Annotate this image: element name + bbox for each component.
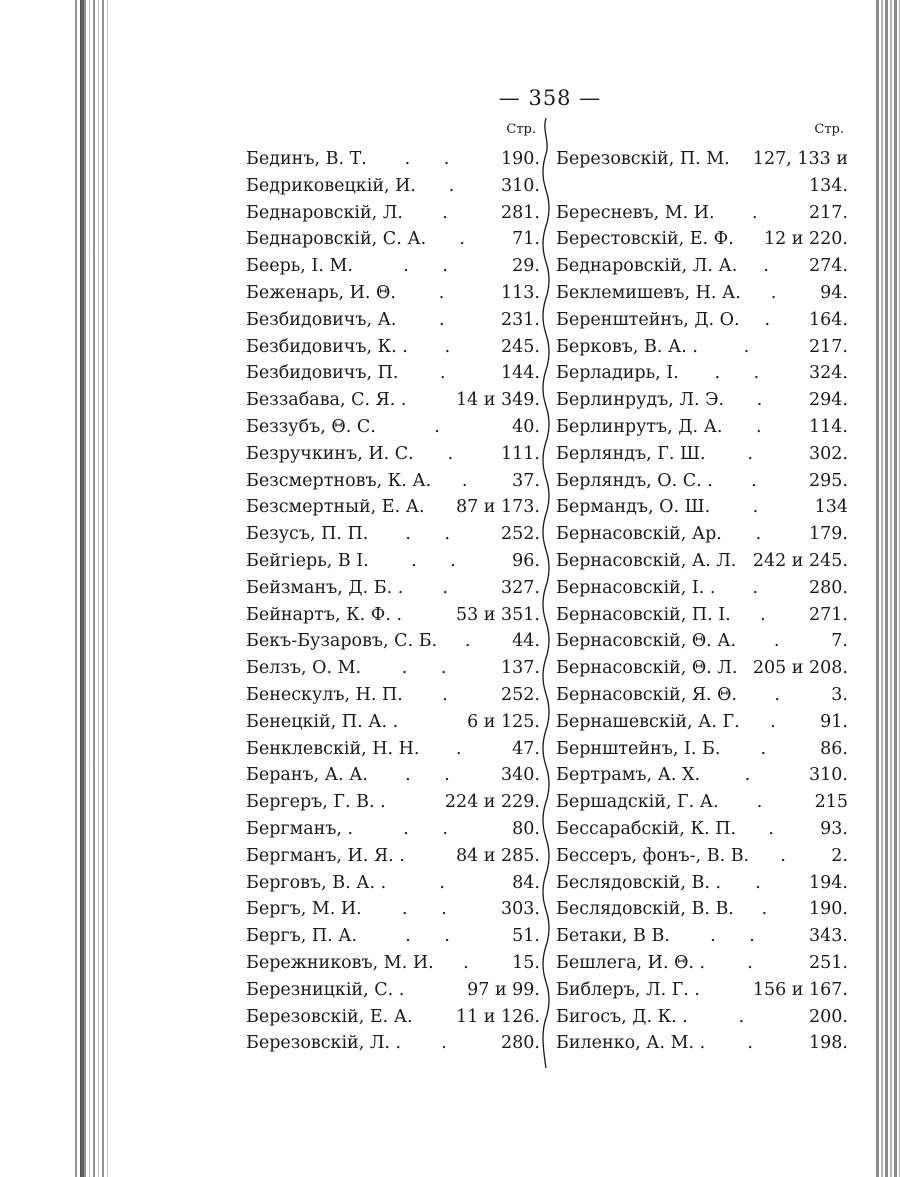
entry-name: Беженарь, И. Θ. [246,282,396,303]
entry-name: Берладирь, I. [556,363,679,384]
entry-name: Бекъ-Бузаровъ, С. Б. [246,631,438,652]
entry-name: Безусъ, П. П. [246,524,369,545]
entry-page-ref: 134. [809,175,848,196]
entry-name: Беззубъ, Θ. С. [246,416,376,437]
entry-leader-dots: . [756,390,777,411]
entry-leader-dots: . [463,952,483,973]
entry-page-ref: 144. [501,363,540,384]
entry-leader-dots: . . [714,363,774,384]
entry-leader-dots: . [442,684,462,705]
entry-leader-dots: . [738,1006,759,1027]
entry-name: Берляндъ, Г. Ш. [556,443,706,464]
entry-name: Беклемишевъ, Н. А. [556,282,741,303]
entry-name: Бергманъ, И. Я. . [246,845,405,866]
index-entry [556,789,848,816]
entry-name: Безбидовичъ, П. [246,363,399,384]
entry-page-ref: 215 [814,792,848,813]
index-entry [556,709,848,736]
index-entry [556,843,848,870]
entry-name: Бейнартъ, К. Ф. . [246,604,403,625]
entry-page-ref: 14 и 349. [455,390,540,411]
entry-page-ref: 44. [512,631,540,652]
entry-page-ref: 281. [501,202,540,223]
index-entry [556,441,848,468]
entry-leader-dots: . . [403,256,462,277]
index-entry [246,682,540,709]
column-header-right: Стр. [814,122,844,137]
index-entry [246,789,540,816]
entry-page-ref: 3. [831,684,848,705]
index-entry [246,280,540,307]
index-entry [556,360,848,387]
index-entry [246,360,540,387]
entry-page-ref: 340. [501,765,540,786]
entry-name: Безбидовичъ, К. . [246,336,408,357]
index-entry [246,843,540,870]
scan-edge-left [72,0,108,1177]
entry-name: Бернасовскій, Ар. [556,524,722,545]
entry-page-ref: 251. [809,952,848,973]
index-column-left [246,122,540,1057]
entry-name: Бернашевскій, А. Г. [556,711,740,732]
entry-page-ref: 303. [501,899,540,920]
entry-leader-dots: . [760,738,781,759]
entry-page-ref: 242 и 245. [752,550,848,571]
column-divider [540,118,552,1068]
entry-name: Безручкинъ, И. С. [246,443,414,464]
index-entry [246,602,540,629]
index-column-right [556,122,848,1057]
entry-page-ref: 252. [501,684,540,705]
entry-name: Бернштейнъ, I. Б. [556,738,721,759]
entry-leader-dots: . [438,282,459,303]
entry-page-ref: 252. [501,524,540,545]
entry-leader-dots: . [744,765,765,786]
entry-leader-dots: . [448,175,469,196]
entry-name: Бережниковъ, М. И. [246,952,434,973]
entry-name: Бергъ, М. И. [246,899,362,920]
entry-leader-dots: . . [405,926,464,947]
index-entry [246,307,540,334]
index-entry [556,280,848,307]
entry-page-ref: 94. [820,282,848,303]
column-header-left: Стр. [506,122,536,137]
index-entry [556,736,848,763]
page-number: — 358 — [498,86,602,110]
entry-page-ref: 294. [809,390,848,411]
index-entry [246,575,540,602]
index-entry [556,307,848,334]
entry-page-ref: 51. [512,926,540,947]
entry-page-ref: 190. [501,149,540,169]
index-entry [556,548,848,575]
index-entry [556,253,848,280]
entry-page-ref: 87 и 173. [455,497,540,518]
entry-name: Бересневъ, М. И. [556,202,715,223]
entry-page-ref: 179. [809,524,848,545]
entry-leader-dots: . [770,282,791,303]
entry-name: Бергманъ, . [246,818,354,839]
entry-page-ref: 310. [501,175,540,196]
entry-leader-dots: . [768,818,788,839]
index-entry [246,977,540,1004]
index-entry [556,816,848,843]
index-entry [556,173,848,200]
index-entry [246,1004,540,1031]
index-entry [246,146,540,173]
entry-leader-dots: . [764,309,785,330]
index-entry [556,334,848,361]
index-entry [246,414,540,441]
entry-leader-dots: . [442,202,462,223]
entry-page-ref: 205 и 208. [752,658,848,679]
index-entry [556,575,848,602]
entry-leader-dots: . . [403,818,462,839]
entry-name: Бергеръ, Г. В. . [246,792,386,813]
entry-leader-dots: . . [411,550,470,571]
entry-name: Беззабава, С. Я. . [246,390,407,411]
entry-name: Бертрамъ, А. Х. [556,765,701,786]
entry-name: Беднаровскій, Л. А. [556,256,738,277]
entry-leader-dots: . [747,1033,767,1054]
index-entry [556,682,848,709]
index-entry [246,334,540,361]
entry-leader-dots: . . [402,899,461,920]
entry-name: Бессеръ, фонъ-, В. В. [556,845,750,866]
entry-page-ref: 84. [512,872,540,893]
entry-page-ref: 271. [809,604,848,625]
entry-name: Безсмертный, Е. А. [246,497,425,518]
entry-page-ref: 86. [820,738,848,759]
entry-page-ref: 198. [809,1033,848,1054]
entry-name: Бигосъ, Д. К. . [556,1006,688,1027]
entry-name: Безсмертновъ, К. А. [246,470,432,491]
scan-edge-left-line [80,0,84,1177]
entry-name: Беднаровскій, С. А. [246,229,427,250]
index-entry [246,387,540,414]
entry-name: Березницкій, С. . [246,979,405,1000]
entry-name: Берестовскій, Е. Ф. [556,229,734,250]
entry-page-ref: 113. [501,282,540,303]
entry-leader-dots: . [434,416,454,437]
entry-name: Бершадскій, Г. А. [556,792,719,813]
entry-name: Бенклевскій, Н. Н. [246,738,420,759]
entry-page-ref: 12 и 220. [763,229,848,250]
entry-list-right [556,146,848,1057]
entry-leader-dots: . [461,470,482,491]
entry-page-ref: 217. [809,202,848,223]
index-entry [246,548,540,575]
entry-name: Берлинрутъ, Д. А. [556,416,723,437]
index-entry [556,468,848,495]
index-entry [556,226,848,253]
index-entry [246,200,540,227]
entry-name: Биленко, А. М. . [556,1033,706,1054]
entry-page-ref: 80. [512,818,540,839]
entry-page-ref: 217. [809,336,848,357]
entry-leader-dots: . . [401,658,461,679]
index-entry [556,870,848,897]
entry-leader-dots: . [438,309,459,330]
entry-leader-dots: . [747,952,767,973]
entry-page-ref: 280. [809,577,848,598]
index-entry [246,628,540,655]
index-entry [246,468,540,495]
index-entry [246,494,540,521]
entry-leader-dots: . . [710,926,769,947]
entry-leader-dots: . [770,711,790,732]
index-entry [246,521,540,548]
index-entry [246,762,540,789]
entry-page-ref: 91. [820,711,848,732]
entry-page-ref: 200. [809,1006,848,1027]
entry-page-ref: 15. [512,952,540,973]
index-entry [246,1030,540,1057]
entry-leader-dots: . [442,577,462,598]
entry-page-ref: 245. [501,336,540,357]
index-entry [246,736,540,763]
index-entry [556,602,848,629]
entry-name: Беерь, I. М. [246,256,353,277]
index-entry [556,977,848,1004]
entry-page-ref: 40. [512,416,540,437]
entry-name: Березовскій, Е. А. [246,1006,413,1027]
entry-page-ref: 96. [512,550,540,571]
entry-leader-dots: . [444,336,465,357]
entry-page-ref: 324. [809,363,848,384]
entry-leader-dots: . [459,229,479,250]
entry-name: Бернасовскій, Я. Θ. [556,684,737,705]
entry-name: Беранъ, А. А. [246,765,368,786]
index-entry [556,200,848,227]
entry-name: Бернасовскій, П. I. [556,604,731,625]
entry-leader-dots: . [464,631,485,652]
entry-leader-dots: . [752,202,772,223]
entry-leader-dots: . [760,604,780,625]
index-entry [556,655,848,682]
entry-list-left [246,146,540,1057]
entry-name: Бенецкій, П. А. . [246,711,399,732]
entry-page-ref: 111. [501,443,540,464]
entry-page-ref: 93. [820,818,848,839]
entry-leader-dots: . [447,443,468,464]
entry-name: Бейзманъ, Д. Б. . [246,577,404,598]
entry-leader-dots: . [755,524,776,545]
index-entry [246,923,540,950]
entry-name: Безбидовичъ, А. [246,309,397,330]
entry-page-ref: 97 и 99. [467,979,540,1000]
entry-name: Бернасовскій, I. . [556,577,716,598]
entry-name: Бейгіерь, В I. [246,550,369,571]
entry-leader-dots: . [747,443,768,464]
entry-name: Бернасовскій, Θ. А. [556,631,737,652]
index-entry [556,494,848,521]
entry-page-ref: 343. [809,926,848,947]
entry-name: Беренштейнъ, Д. О. [556,309,740,330]
index-entry [556,521,848,548]
entry-page-ref: 295. [809,470,848,491]
entry-page-ref: 84 и 285. [455,845,540,866]
index-entry [556,762,848,789]
entry-page-ref: 37. [512,470,540,491]
entry-name: Беднаровскій, Л. [246,202,403,223]
entry-page-ref: 71. [512,229,540,250]
index-entry [246,655,540,682]
entry-page-ref: 11 и 126. [455,1006,540,1027]
index-entry [556,896,848,923]
entry-leader-dots: . [743,336,764,357]
index-entry [556,414,848,441]
entry-name: Библеръ, Л. Г. . [556,979,700,1000]
index-entry [556,950,848,977]
entry-page-ref: 310. [809,765,848,786]
entry-leader-dots: . [752,577,773,598]
entry-name: Бенескулъ, Н. П. [246,684,403,705]
index-entry [246,253,540,280]
index-entry [556,146,848,173]
index-entry [246,816,540,843]
index-entry [246,441,540,468]
entry-page-ref: 127, 133 и [752,149,848,169]
entry-leader-dots: . [761,899,782,920]
entry-leader-dots: . [751,470,771,491]
entry-leader-dots: . [456,738,476,759]
entry-page-ref: 29. [512,256,540,277]
entry-page-ref: 280. [501,1033,540,1054]
entry-page-ref: 156 и 167. [752,979,848,1000]
entry-name: Берляндъ, О. С. . [556,470,713,491]
scan-edge-right [874,0,900,1177]
entry-name: Бетаки, В В. [556,926,670,947]
entry-leader-dots: . [439,363,460,384]
entry-page-ref: 302. [809,443,848,464]
index-entry [246,709,540,736]
entry-page-ref: 114. [809,416,848,437]
entry-name: Белзъ, О. М. [246,658,362,679]
entry-name: Березовскій, Л. . [246,1033,402,1054]
entry-leader-dots: . [773,631,794,652]
entry-leader-dots: . [763,256,783,277]
index-entry [556,1004,848,1031]
entry-leader-dots: . . [404,149,464,169]
entry-page-ref: 47. [512,738,540,759]
entry-name: Беслядовскій, В. В. [556,899,734,920]
index-entry [556,628,848,655]
index-entry [246,950,540,977]
entry-page-ref: 274. [809,256,848,277]
entry-name: Бедриковецкій, И. [246,175,416,196]
entry-name: Берговъ, В. А. . [246,872,387,893]
entry-page-ref: 2. [831,845,848,866]
entry-leader-dots: . [752,497,773,518]
index-entry [246,173,540,200]
entry-name: Беслядовскій, В. . [556,872,722,893]
entry-name: Берлинрудъ, Л. Э. [556,390,725,411]
entry-leader-dots: . [439,872,459,893]
index-entry [246,226,540,253]
entry-page-ref: 164. [809,309,848,330]
entry-page-ref: 224 и 229. [444,792,540,813]
entry-name: Берковъ, В. А. . [556,336,698,357]
entry-name: Бединъ, В. Т. [246,149,367,169]
index-entry [246,896,540,923]
entry-name: Бернасовскій, А. Л. [556,550,737,571]
entry-leader-dots: . [774,684,794,705]
entry-page-ref: 134 [814,497,848,518]
entry-leader-dots: . [780,845,800,866]
entry-leader-dots: . [756,792,777,813]
entry-name: Бессарабскій, К. П. [556,818,737,839]
entry-page-ref: 190. [809,899,848,920]
entry-leader-dots: . . [405,765,464,786]
entry-name: Бернасовскій, Θ. Л. [556,658,738,679]
index-entry [556,923,848,950]
entry-name: Бергъ, П. А. [246,926,358,947]
entry-name: Бешлега, И. Θ. . [556,952,706,973]
index-entry [556,1030,848,1057]
entry-page-ref: 194. [809,872,848,893]
entry-leader-dots: . [755,872,775,893]
entry-page-ref: 137. [501,658,540,679]
entry-leader-dots: . [755,416,776,437]
entry-name: Бермандъ, О. Ш. [556,497,711,518]
index-entry [246,870,540,897]
index-entry [556,387,848,414]
entry-page-ref: 7. [831,631,848,652]
entry-name: Березовскій, П. М. [556,149,730,169]
entry-leader-dots: . . [405,524,465,545]
entry-page-ref: 6 и 125. [467,711,540,732]
entry-page-ref: 231. [501,309,540,330]
entry-leader-dots: . [441,1033,461,1054]
entry-page-ref: 53 и 351. [455,604,540,625]
entry-page-ref: 327. [501,577,540,598]
